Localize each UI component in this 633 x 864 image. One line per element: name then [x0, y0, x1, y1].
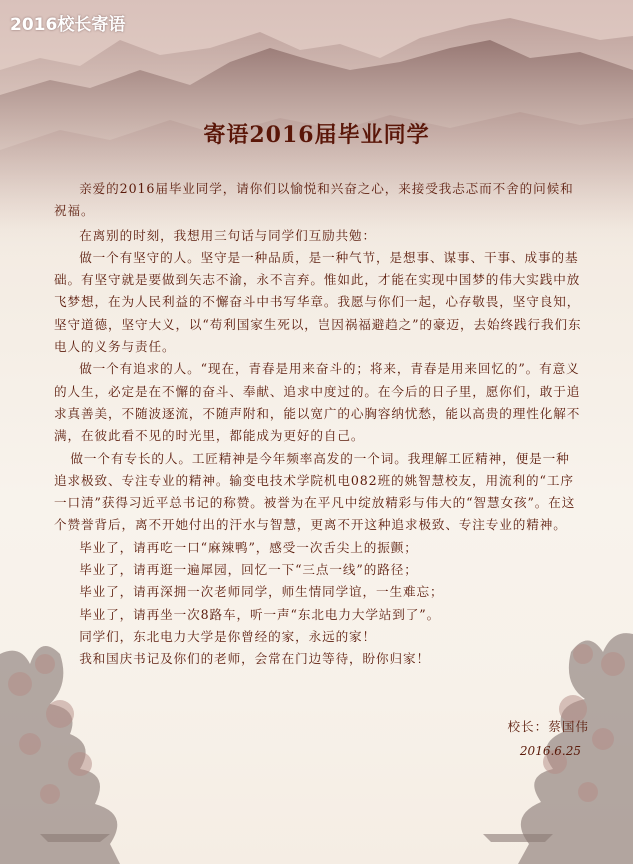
- paragraph-pursuit: 做一个有追求的人。“现在，青春是用来奋斗的；将来，青春是用来回忆的”。有意义的人生，必定是在不懈的奋斗、奉献、追求中度过的。在今后的日子里，愿你们，敢于追求真善美，不随波逐流，不随声附和，能以宽广的心胸容纳忧愁，能以高贵的理性化解不满，在彼此看不见的时光里，都能成为更好的自己。: [54, 361, 581, 444]
- paragraph-intro: 在离别的时刻，我想用三句话与同学们互励共勉：: [79, 227, 377, 243]
- paragraph-home: 同学们，东北电力大学是你曾经的家，永远的家！: [79, 628, 377, 644]
- letter-body: [54, 178, 582, 671]
- letter-date: 2016.6.25: [519, 744, 581, 758]
- paragraph-farewell-1: 毕业了，请再吃一口“麻辣鸭”，感受一次舌尖上的振颤；: [79, 539, 418, 555]
- paragraph-perseverance: 做一个有坚守的人。坚守是一种品质，是一种气节，是想事、谋事、干事、成事的基础。有坚守就是要做到矢志不渝，永不言弃。惟如此，才能在实现中国梦的伟大实践中放飞梦想，在为人民利益的不懈奋斗中书写华章。我愿与你们一起，心存敬畏，坚守良知，坚守道德，坚守大义，以“苟利国家生死以，岂因祸福避趋之”的豪迈，去始终践行我们东电人的义务与责任。: [54, 249, 582, 355]
- letter-title: 寄语2016届毕业同学: [203, 122, 430, 148]
- paragraph-greeting: 亲爱的2016届毕业同学，请你们以愉悦和兴奋之心，来接受我忐忑而不舍的问候和祝福。: [54, 181, 574, 219]
- paragraph-farewell-4: 毕业了，请再坐一次8路车，听一声“东北电力大学站到了”。: [79, 606, 441, 622]
- signature: 校长：蔡国伟: [507, 719, 589, 734]
- paragraph-farewell-3: 毕业了，请再深拥一次老师同学，师生情同学谊，一生难忘；: [79, 584, 444, 600]
- paragraph-expertise: 做一个有专长的人。工匠精神是今年频率高发的一个词。我理解工匠精神，便是一种追求极致、专注专业的精神。输变电技术学院机电082班的姚智慧校友，用流利的“工序一口清”获得习近平总书记的称赞。被誉为在平凡中绽放精彩与伟大的“智慧女孩”。在这个赞誉背后，离不开她付出的汗水与智慧，更离不开这种追求极致、专注专业的精神。: [54, 450, 576, 533]
- paragraph-closing: 我和国庆书记及你们的老师，会常在门边等待，盼你归家！: [79, 651, 431, 667]
- paragraph-farewell-2: 毕业了，请再逛一遍犀园，回忆一下“三点一线”的路径；: [79, 562, 418, 578]
- corner-title: 2016校长寄语: [10, 15, 126, 35]
